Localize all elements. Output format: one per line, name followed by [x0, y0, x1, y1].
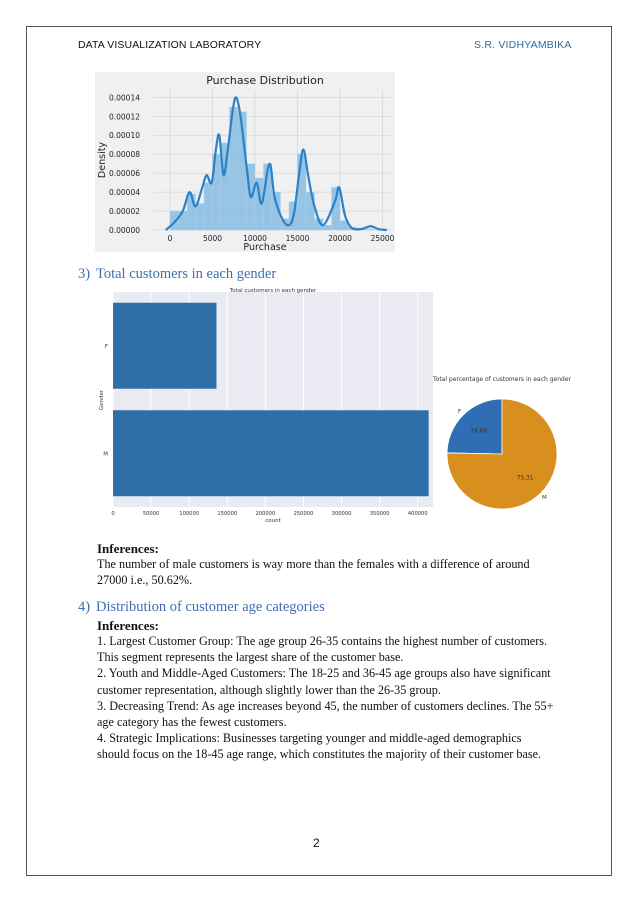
hist-bar	[323, 225, 332, 230]
hist-bar	[204, 183, 213, 230]
hist-title: Purchase Distribution	[206, 74, 324, 87]
y-tick-label: 0.00008	[108, 150, 140, 160]
pie-value-label: 24.69	[470, 428, 488, 435]
section-4-title	[78, 599, 325, 616]
page-number: 2	[313, 836, 320, 850]
hist-ylabel: Density	[97, 141, 108, 179]
hist-bar	[298, 154, 307, 230]
section-3-inferences-heading: Inferences:	[97, 541, 159, 556]
text-line: 4. Strategic Implications: Businesses targeting younger and middle-aged demographics	[97, 731, 522, 746]
section-4-text	[97, 633, 553, 763]
hist-bar	[187, 194, 196, 230]
x-tick-label: 400000	[407, 511, 428, 517]
category-label: M	[103, 451, 108, 458]
pie-value-label: 75.31	[516, 475, 534, 482]
x-tick-label: 200000	[255, 511, 276, 517]
section-4-title-text: Distribution of customer age categories	[96, 599, 325, 615]
gender-count-chart	[93, 284, 435, 526]
header-author: S.R. VIDHYAMBIKA	[474, 39, 572, 51]
x-tick-label: 50000	[142, 511, 160, 517]
pie-label: F	[458, 408, 462, 415]
x-tick-label: 15000	[285, 234, 310, 243]
text-line: 3. Decreasing Trend: As age increases beyond 45, the number of customers declines. The 55+	[97, 698, 554, 713]
text-line: 1. Largest Customer Group: The age group 26-35 contains the highest number of customers.	[97, 634, 548, 648]
y-tick-label: 0.00002	[108, 206, 140, 216]
x-tick-label: 100000	[179, 511, 200, 517]
header-title: DATA VISUALIZATION LABORATORY	[78, 39, 262, 51]
gender-percentage-pie	[432, 372, 577, 512]
hist-bar	[366, 229, 375, 230]
section-4-number: 4)	[78, 599, 91, 615]
x-tick-label: 5000	[202, 234, 223, 243]
x-tick-label: 20000	[328, 234, 352, 243]
text-line: age category has the fewest customers.	[97, 715, 287, 730]
y-tick-label: 0.00006	[108, 169, 140, 179]
section-3-text	[97, 556, 530, 588]
gender-bar	[113, 410, 429, 496]
section-3-title	[78, 266, 276, 283]
bar-xlabel: count	[265, 518, 281, 524]
x-tick-label: 150000	[217, 511, 238, 517]
y-tick-label: 0.00014	[108, 93, 140, 103]
pie-slice	[447, 399, 502, 454]
section-3-title-text: Total customers in each gender	[96, 266, 277, 282]
x-tick-label: 0	[111, 511, 115, 517]
text-line: 2. Youth and Middle-Aged Customers: The 18-25 and 36-45 age groups also have significant	[97, 666, 551, 681]
bar-ylabel: Gender	[99, 389, 105, 411]
pie-title: Total percentage of customers in each gender	[433, 376, 571, 383]
y-tick-label: 0.00004	[108, 187, 140, 197]
purchase-distribution-chart	[95, 72, 395, 252]
gender-bar	[113, 303, 216, 389]
x-tick-label: 10000	[243, 234, 267, 243]
text-line: The number of male customers is way more than the females with a difference of around	[97, 557, 530, 571]
section-3-number: 3)	[78, 266, 91, 282]
x-tick-label: 350000	[369, 511, 390, 517]
text-line: customer representation, although slightly lower than the 26-35 group.	[97, 682, 441, 697]
y-tick-label: 0.00000	[108, 225, 140, 235]
text-line: 27000 i.e., 50.62%.	[97, 573, 193, 588]
text-line: This segment represents the largest share of the customer base.	[97, 650, 404, 665]
hist-bar	[179, 211, 188, 230]
text-line: should focus on the 18-45 age range, which constitutes the majority of their customer base.	[97, 747, 542, 762]
x-tick-label: 0	[167, 234, 173, 243]
hist-xlabel: Purchase	[243, 242, 287, 252]
x-tick-label: 300000	[331, 511, 352, 517]
x-tick-label: 25000	[370, 234, 395, 243]
y-tick-label: 0.00010	[108, 131, 140, 141]
hist-bar	[196, 204, 205, 230]
y-tick-label: 0.00012	[108, 112, 140, 122]
section-4-inferences-heading: Inferences:	[97, 618, 159, 633]
x-tick-label: 250000	[293, 511, 314, 517]
category-label: F	[104, 343, 108, 350]
bar-title: Total customers in each gender	[229, 288, 317, 294]
pie-label: M	[541, 495, 547, 502]
